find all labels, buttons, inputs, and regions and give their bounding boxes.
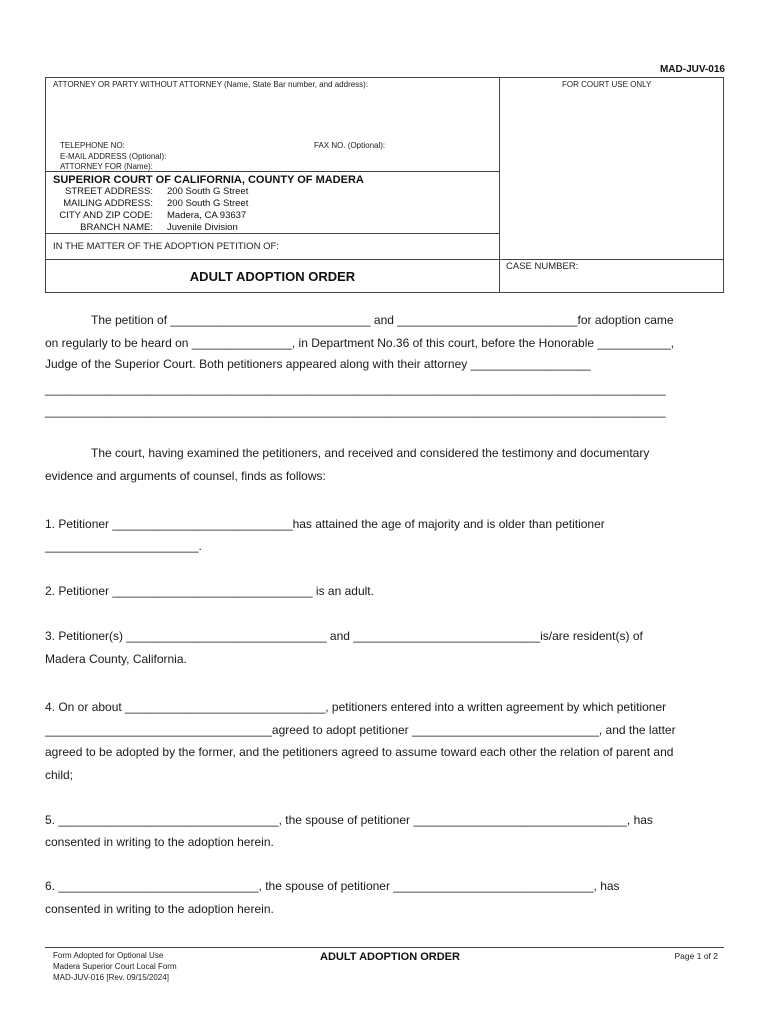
footer-adopted-line-2: Madera Superior Court Local Form xyxy=(53,962,177,971)
street-label: STREET ADDRESS: xyxy=(65,186,153,197)
finding-3-line-1: 3. Petitioner(s) ______________________________ and ____________________________is/are resident(s) of xyxy=(45,629,643,643)
finding-4-line-2: __________________________________agreed to adopt petitioner ____________________________, and the latter xyxy=(45,723,676,737)
intro-line-2: on regularly to be heard on _______________, in Department No.36 of this court, before the Honorable ___________, xyxy=(45,336,675,350)
attorney-for-label: ATTORNEY FOR (Name): xyxy=(60,162,153,171)
city-value: Madera, CA 93637 xyxy=(167,210,247,221)
footer-rule xyxy=(45,947,724,948)
attorney-blank-line-2: _____________________________________________________________________________________________ xyxy=(45,404,666,418)
footer-adopted-line-3: MAD-JUV-016 [Rev. 09/15/2024] xyxy=(53,973,169,982)
case-number-label: CASE NUMBER: xyxy=(506,261,579,272)
caption-box xyxy=(45,77,724,293)
finding-4-line-4: child; xyxy=(45,768,74,782)
page-number: Page 1 of 2 xyxy=(674,951,718,961)
matter-label: IN THE MATTER OF THE ADOPTION PETITION OF: xyxy=(53,241,279,252)
mailing-label: MAILING ADDRESS: xyxy=(63,198,153,209)
email-label: E-MAIL ADDRESS (Optional): xyxy=(60,152,167,161)
finding-1-line-1: 1. Petitioner ___________________________has attained the age of majority and is older than petitioner xyxy=(45,517,605,531)
attorney-label: ATTORNEY OR PARTY WITHOUT ATTORNEY (Name, State Bar number, and address): xyxy=(53,80,369,89)
branch-value: Juvenile Division xyxy=(167,222,238,233)
form-code: MAD-JUV-016 xyxy=(659,64,725,75)
caption-rule-3 xyxy=(46,259,723,260)
telephone-label: TELEPHONE NO: xyxy=(60,141,125,150)
finding-4-line-1: 4. On or about ______________________________, petitioners entered into a written agreement by which petitioner xyxy=(45,700,667,714)
intro-line-3: Judge of the Superior Court. Both petitioners appeared along with their attorney __________________ xyxy=(45,357,591,371)
caption-rule-1 xyxy=(46,171,499,172)
finding-1-line-2: _______________________. xyxy=(45,539,202,553)
mailing-value: 200 South G Street xyxy=(167,198,249,209)
finding-6-line-2: consented in writing to the adoption herein. xyxy=(45,902,274,916)
form-title: ADULT ADOPTION ORDER xyxy=(189,269,356,284)
footer-title: ADULT ADOPTION ORDER xyxy=(320,951,460,963)
branch-label: BRANCH NAME: xyxy=(80,222,153,233)
caption-rule-2 xyxy=(46,233,499,234)
finding-6-line-1: 6. ______________________________, the spouse of petitioner ______________________________, has xyxy=(45,879,620,893)
finding-5-line-2: consented in writing to the adoption herein. xyxy=(45,835,274,849)
fax-label: FAX NO. (Optional): xyxy=(314,141,386,150)
finding-5-line-1: 5. _________________________________, the spouse of petitioner ________________________________, has xyxy=(45,813,653,827)
court-use-label: FOR COURT USE ONLY xyxy=(562,80,652,89)
city-label: CITY AND ZIP CODE: xyxy=(59,210,153,221)
street-value: 200 South G Street xyxy=(167,186,249,197)
findings-line-2: evidence and arguments of counsel, finds as follows: xyxy=(45,469,326,483)
finding-3-line-2: Madera County, California. xyxy=(45,652,187,666)
findings-line-1: The court, having examined the petitioners, and received and considered the testimony and documentary xyxy=(91,446,650,460)
attorney-blank-line-1: _____________________________________________________________________________________________ xyxy=(45,382,666,396)
court-name: SUPERIOR COURT OF CALIFORNIA, COUNTY OF MADERA xyxy=(53,174,364,186)
intro-line-1: The petition of ______________________________ and ___________________________for adoption came xyxy=(91,313,674,327)
finding-4-line-3: agreed to be adopted by the former, and the petitioners agreed to assume toward each other the relation of parent and xyxy=(45,745,674,759)
finding-2: 2. Petitioner ______________________________ is an adult. xyxy=(45,584,374,598)
footer-adopted-line-1: Form Adopted for Optional Use xyxy=(53,951,164,960)
